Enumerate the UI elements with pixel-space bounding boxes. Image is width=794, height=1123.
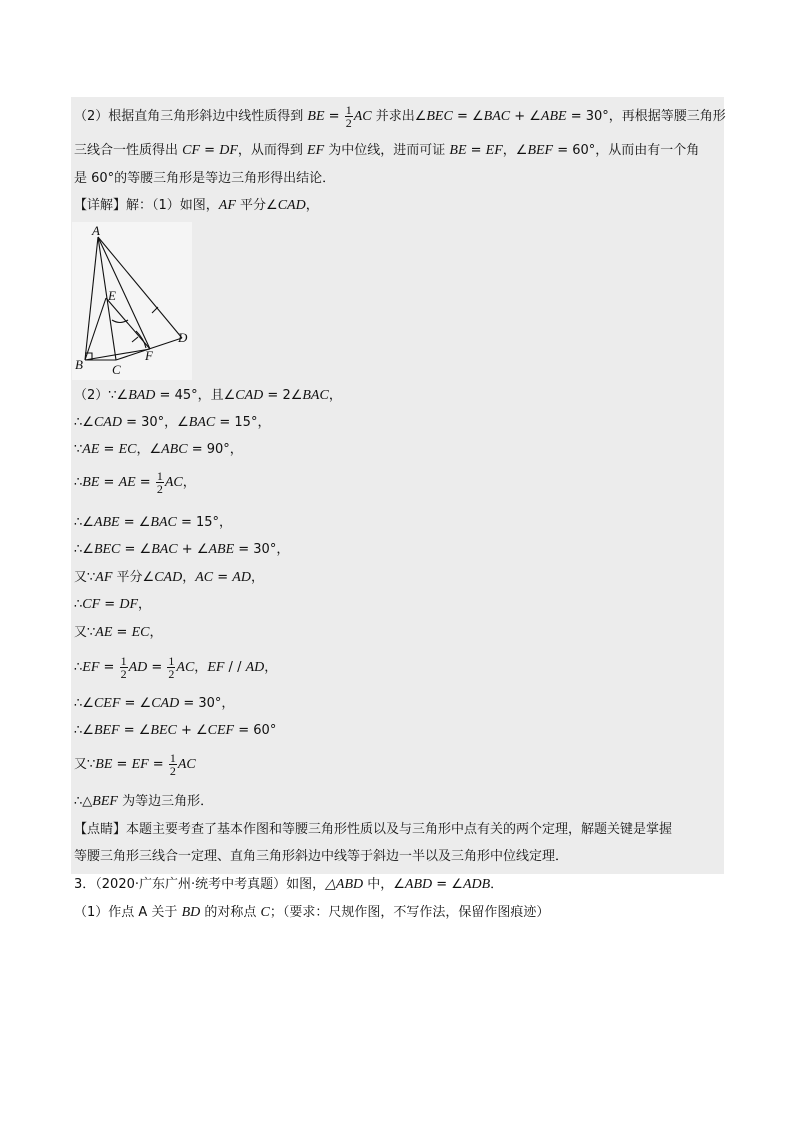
step-2 (74, 414, 724, 432)
text-run: 【点睛】本题主要考查了基本作图和等腰三角形性质以及与三角形中点有关的两个定理，解题关键是掌握 (74, 822, 673, 837)
math-symbol: BEF (93, 723, 120, 738)
text-run: = (200, 143, 220, 158)
fraction-denominator: 2 (169, 764, 176, 778)
step-8 (74, 596, 724, 614)
fraction-numerator: 1 (169, 751, 176, 765)
math-symbol: ADB (462, 877, 491, 892)
text-run: = ∠ (120, 542, 152, 557)
text-run: = (112, 757, 132, 772)
math-symbol: BEC (150, 723, 177, 738)
text-run: ∴∠ (74, 696, 94, 711)
geometry-figure (72, 222, 192, 380)
step-13 (74, 752, 724, 777)
math-symbol: BE (449, 143, 467, 158)
math-symbol: BAC (150, 515, 177, 530)
math-symbol: CAD (93, 415, 122, 430)
text-run: 为中位线，进而可证 (324, 143, 450, 158)
text-run: ∴∠ (74, 515, 94, 530)
tick-mark-1 (152, 307, 158, 313)
math-symbol: CF (182, 143, 201, 158)
text-run: ， (194, 660, 208, 675)
step-10 (74, 655, 724, 680)
text-run: 平分∠ (112, 570, 155, 585)
math-symbol: BAD (128, 388, 156, 403)
step-1 (74, 387, 724, 405)
text-run: ， (138, 597, 152, 612)
text-run: = (135, 475, 155, 490)
text-run: （2）根据直角三角形斜边中线性质得到 (74, 109, 308, 124)
text-run: 【详解】解：（1）如图， (74, 198, 219, 213)
math-symbol: AD (128, 660, 148, 675)
fraction-numerator: 1 (168, 654, 175, 668)
tick-mark-2 (132, 337, 138, 342)
point-label-C: C (112, 362, 121, 377)
text-run: ∴ (74, 597, 83, 612)
text-run: ， (264, 660, 278, 675)
fraction (156, 470, 164, 495)
math-symbol: △ABD (325, 877, 364, 892)
text-run: ∴ (74, 475, 83, 490)
math-symbol: BAC (483, 109, 511, 124)
fraction-numerator: 1 (156, 469, 163, 483)
text-run: = 30°， (179, 696, 235, 711)
text-run: ． (490, 877, 504, 892)
question-3-part-1 (74, 904, 724, 922)
step-14 (74, 793, 724, 811)
fraction-denominator: 2 (345, 116, 352, 130)
math-symbol: AD (232, 570, 251, 585)
math-symbol: BE (307, 109, 325, 124)
text-run: 中，∠ (363, 877, 405, 892)
step-9 (74, 624, 724, 642)
math-symbol: CEF (93, 696, 121, 711)
text-run: = (112, 625, 132, 640)
text-run: = (148, 757, 168, 772)
text-run: = (147, 660, 167, 675)
math-symbol: C (260, 905, 270, 920)
math-symbol: AE (82, 442, 100, 457)
math-symbol: EF (82, 660, 100, 675)
triangle-construction-diagram (72, 222, 192, 380)
fraction (169, 752, 177, 777)
math-symbol: BAC (188, 415, 216, 430)
text-run: = 30°，再根据等腰三角形 (566, 109, 726, 124)
math-symbol: AC (177, 757, 196, 772)
construction-arc-2 (136, 331, 146, 348)
math-symbol: BEF (527, 143, 554, 158)
comment-line-2 (74, 848, 724, 866)
text-run: = ∠ (119, 515, 151, 530)
step-11 (74, 695, 724, 713)
math-symbol: EC (118, 442, 137, 457)
fraction (167, 655, 175, 680)
text-run: 又∵ (74, 625, 96, 640)
comment-line-1 (74, 821, 724, 839)
text-run: + ∠ (510, 109, 541, 124)
math-symbol: CAD (151, 696, 180, 711)
math-symbol: EF (131, 757, 149, 772)
point-label-E: E (108, 288, 116, 303)
math-symbol: AF (218, 198, 236, 213)
math-symbol: EF (485, 143, 503, 158)
point-label-F: F (145, 348, 153, 363)
fraction-numerator: 1 (345, 103, 352, 117)
step-12 (74, 722, 724, 740)
math-symbol: BEC (93, 542, 121, 557)
text-run: ，从而得到 (237, 143, 308, 158)
math-symbol: BEC (426, 109, 453, 124)
analysis-line-2 (74, 142, 724, 160)
analysis-line-3 (74, 170, 724, 188)
math-symbol: AC (164, 475, 183, 490)
text-run: = 60°，从而由有一个角 (553, 143, 700, 158)
text-run: = 30°，∠ (121, 415, 189, 430)
text-run: + ∠ (177, 542, 209, 557)
math-symbol: CF (82, 597, 101, 612)
text-run: ∵ (74, 442, 83, 457)
text-run: = 45°，且∠ (155, 388, 236, 403)
point-label-A: A (92, 223, 100, 238)
fraction (120, 655, 128, 680)
fraction-denominator: 2 (156, 482, 163, 496)
math-symbol: AE (95, 625, 113, 640)
math-symbol: EF (207, 660, 225, 675)
math-symbol: AC (176, 660, 195, 675)
math-symbol: CEF (207, 723, 235, 738)
math-symbol: CAD (154, 570, 183, 585)
text-run: ∴△ (74, 794, 93, 809)
text-run: = 2∠ (263, 388, 303, 403)
text-run: + ∠ (176, 723, 208, 738)
fraction-denominator: 2 (168, 667, 175, 681)
math-symbol: AF (95, 570, 113, 585)
math-symbol: ABE (93, 515, 120, 530)
text-run: 的对称点 (200, 905, 261, 920)
text-run: = 15°， (215, 415, 271, 430)
text-run: = ∠ (120, 696, 152, 711)
math-symbol: AC (353, 109, 372, 124)
step-4 (74, 470, 724, 495)
text-run: 是 60°的等腰三角形是等边三角形得出结论． (74, 171, 336, 186)
math-symbol: DF (219, 143, 238, 158)
text-run: ；（要求：尺规作图，不写作法，保留作图痕迹） (269, 905, 550, 920)
text-run: = 90°， (187, 442, 243, 457)
math-symbol: BEF (92, 794, 118, 809)
text-run: ， (328, 388, 342, 403)
text-run: ， (182, 570, 196, 585)
point-label-D: D (178, 330, 188, 345)
segment-BF (85, 349, 150, 360)
math-symbol: AD (245, 660, 265, 675)
text-run: ∴ (74, 660, 83, 675)
math-symbol: DF (119, 597, 139, 612)
step-3 (74, 441, 724, 459)
math-symbol: BAC (151, 542, 178, 557)
text-run: ∴∠ (74, 723, 94, 738)
text-run: = ∠ (119, 723, 151, 738)
math-symbol: CAD (277, 198, 306, 213)
text-run: ∴∠ (74, 415, 94, 430)
text-run: = (324, 109, 344, 124)
text-run: = (99, 660, 119, 675)
analysis-line-1 (74, 104, 724, 129)
text-run: = 30°， (234, 542, 290, 557)
step-7 (74, 569, 724, 587)
text-run: 3．（2020·广东广州·统考中考真题）如图， (74, 877, 326, 892)
text-run: 并求出∠ (371, 109, 427, 124)
step-6 (74, 541, 724, 559)
text-run: （1）作点 A 关于 (74, 905, 182, 920)
fraction (345, 104, 353, 129)
text-run: 等腰三角形三线合一定理、直角三角形斜边中线等于斜边一半以及三角形中位线定理． (74, 849, 569, 864)
math-symbol: BE (82, 475, 100, 490)
math-symbol: ABC (161, 442, 188, 457)
text-run: （2）∵∠ (74, 388, 129, 403)
text-run: ∴∠ (74, 542, 94, 557)
text-run: / / (224, 660, 246, 675)
math-symbol: BE (95, 757, 113, 772)
text-run: = (213, 570, 233, 585)
text-run: 平分∠ (235, 198, 278, 213)
text-run: = (100, 597, 120, 612)
text-run: 又∵ (74, 570, 96, 585)
math-symbol: ABE (540, 109, 567, 124)
math-symbol: AE (118, 475, 136, 490)
text-run: ， (149, 625, 163, 640)
step-5 (74, 514, 724, 532)
math-symbol: ABE (208, 542, 235, 557)
text-run: ， (182, 475, 196, 490)
text-run: 为等边三角形． (117, 794, 214, 809)
math-symbol: EC (131, 625, 150, 640)
math-symbol: BAC (302, 388, 329, 403)
fraction-numerator: 1 (120, 654, 127, 668)
text-run: = 60° (234, 723, 277, 738)
point-label-B: B (75, 357, 83, 372)
text-run: = ∠ (432, 877, 463, 892)
text-run: = (466, 143, 486, 158)
text-run: 三线合一性质得出 (74, 143, 183, 158)
text-run: ，∠ (136, 442, 162, 457)
math-symbol: CAD (235, 388, 264, 403)
text-run: 又∵ (74, 757, 96, 772)
math-symbol: EF (307, 143, 325, 158)
text-run: ， (305, 198, 319, 213)
text-run: = 15°， (176, 515, 233, 530)
math-symbol: AC (195, 570, 214, 585)
text-run: ， (250, 570, 264, 585)
text-run: ，∠ (502, 143, 528, 158)
question-3-header (74, 876, 724, 894)
fraction-denominator: 2 (120, 667, 127, 681)
math-symbol: BD (181, 905, 201, 920)
math-symbol: ABD (404, 877, 433, 892)
text-run: = (99, 475, 119, 490)
detail-heading (74, 197, 724, 215)
text-run: = (99, 442, 119, 457)
text-run: = ∠ (452, 109, 484, 124)
